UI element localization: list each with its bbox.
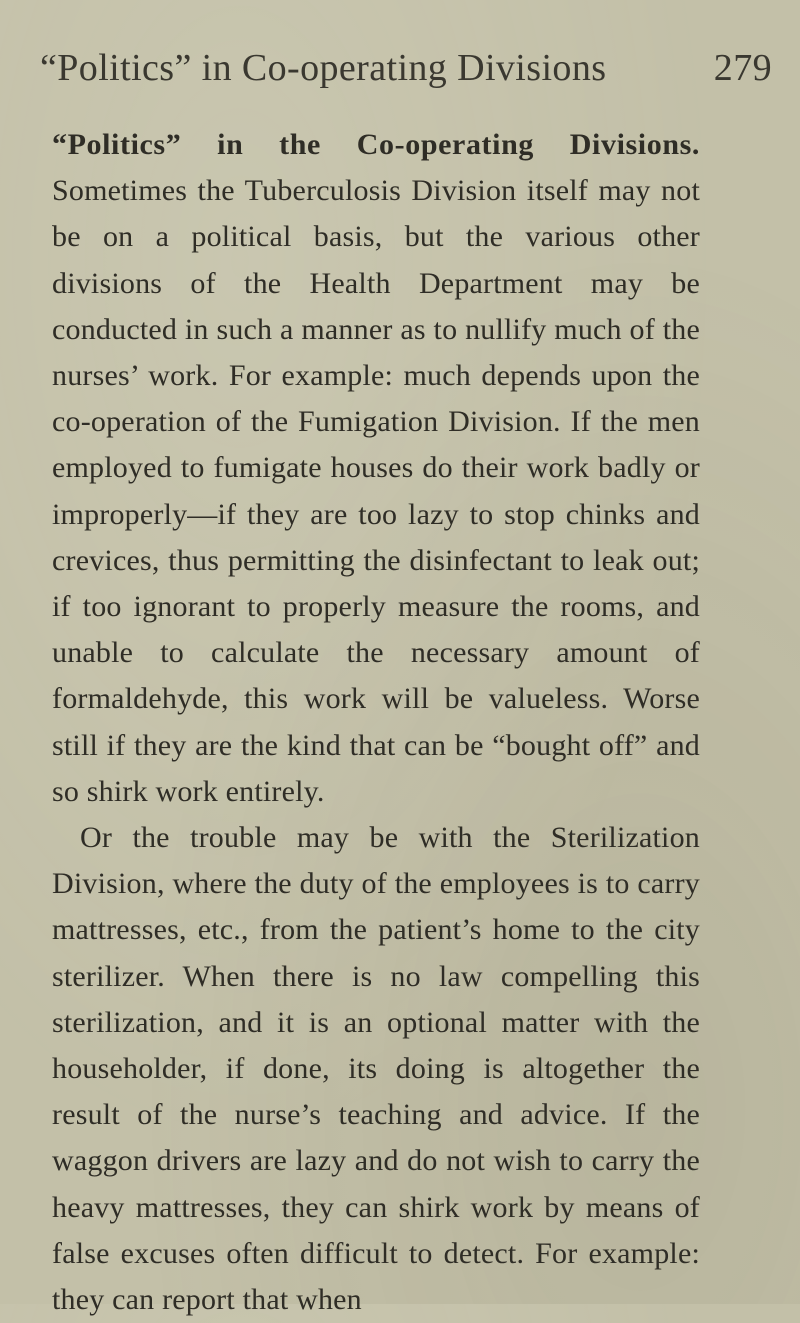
paragraph <box>52 815 700 1323</box>
paragraph-text: Or the trouble may be with the Sterilization Division, where the duty of the employees is to carry mattresses, etc., from the patient’s home to the city sterilizer. When there is no law compelling this sterilization, and it is an optional matter with the householder, if done, its doing is altogether the result of the nurse’s teaching and advice. If the waggon drivers are lazy and do not wish to carry the heavy mattresses, they can shirk work by means of false excuses often difficult to detect. For example: they can report that when <box>52 821 700 1317</box>
page-number: 279 <box>713 47 772 89</box>
section-heading: “Politics” in the Co-operating Divisions. <box>52 128 700 161</box>
running-head <box>40 46 772 96</box>
running-head-title: “Politics” in Co-operating Divisions <box>40 47 607 89</box>
body-text <box>52 122 700 1323</box>
paragraph-text: Sometimes the Tuberculosis Division itself may not be on a political basis, but the various other divisions of the Health Department may be conducted in such a manner as to nullify much of the nurses’ work. For example: much depends upon the co-operation of the Fumigation Division. If the men employed to fumigate houses do their work badly or improperly—if they are too lazy to stop chinks and crevices, thus permitting the disinfectant to leak out; if too ignorant to properly measure the rooms, and unable to calculate the necessary amount of formaldehyde, this work will be valueless. Worse still if they are the kind that can be “bought off” and so shirk work entirely. <box>52 174 700 808</box>
paragraph <box>52 122 700 815</box>
